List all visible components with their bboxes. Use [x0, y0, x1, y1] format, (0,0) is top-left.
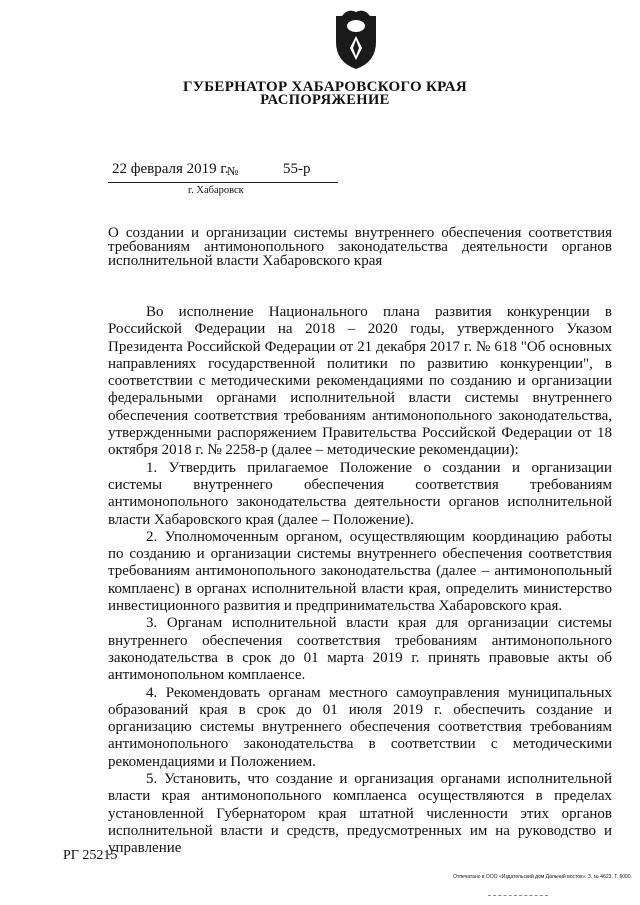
paragraph-item-5: 5. Установить, что создание и организация органами исполнительной власти края антимонопольного комплаенса осуществляются в пределах установленной Губернатором края штатной численности этих органов исполнительной власти и средств, предусмотренных им на руководство и управление	[108, 771, 612, 857]
document-type: РАСПОРЯЖЕНИЕ	[260, 92, 390, 108]
scan-mark	[488, 895, 548, 902]
coat-of-arms-icon	[328, 6, 384, 72]
paragraph-preamble: Во исполнение Национального плана развития конкуренции в Российской Федерации на 2018 – 2020 годы, утвержденного Указом Президента Российской Федерации от 21 декабря 2017 г. № 618 "Об основных направлениях государственной политики по развитию конкуренции", в соответствии с методическими рекомендациями по созданию и организации федеральными органами исполнительной власти системы внутреннего обеспечения соответствия требованиям антимонопольного законодательства, утвержденными распоряжением Правительства Российской Федерации от 18 октября 2018 г. № 2258-р (далее – методические рекомендации):	[108, 304, 612, 459]
document-date: 22 февраля 2019 г.	[112, 161, 229, 177]
number-sign: №	[227, 164, 239, 178]
paragraph-item-3: 3. Органам исполнительной власти края для организации системы внутреннего обеспечения соответствия требованиям антимонопольного законодательства в срок до 01 марта 2019 г. принять правовые акты об антимонопольном комплаенсе.	[108, 615, 612, 684]
document-subject: О создании и организации системы внутреннего обеспечения соответствия требованиям антимонопольного законодательства деятельности органов исполнительной власти Хабаровского края	[108, 225, 612, 269]
printer-imprint: Отпечатано в ООО «Издательский дом Дальний восток». З. № 4623. Т. 6000.	[453, 874, 632, 880]
document-city: г. Хабаровск	[188, 185, 244, 196]
registration-number: РГ 25215	[63, 848, 118, 863]
document-body	[108, 304, 612, 858]
paragraph-item-4: 4. Рекомендовать органам местного самоуправления муниципальных образований края в срок до 01 июля 2019 г. обеспечить создание и организацию системы внутреннего обеспечения соответствия требованиям антимонопольного законодательства в соответствии с методическими рекомендациями и Положением.	[108, 684, 612, 770]
document-number: 55-р	[283, 161, 311, 177]
paragraph-item-2: 2. Уполномоченным органом, осуществляющим координацию работы по созданию и организации системы внутреннего обеспечения соответствия требованиям антимонопольного законодательства (далее – антимонопольный комплаенс) в органах исполнительной власти края, определить министерство инвестиционного развития и предпринимательства Хабаровского края.	[108, 528, 612, 615]
paragraph-item-1: 1. Утвердить прилагаемое Положение о создании и организации системы внутреннего обеспечения соответствия требованиям антимонопольного законодательства деятельности органов исполнительной власти Хабаровского края (далее – Положение).	[108, 459, 612, 528]
date-number-line	[108, 160, 338, 183]
issuer-title: ГУБЕРНАТОР ХАБАРОВСКОГО КРАЯ	[183, 79, 467, 95]
